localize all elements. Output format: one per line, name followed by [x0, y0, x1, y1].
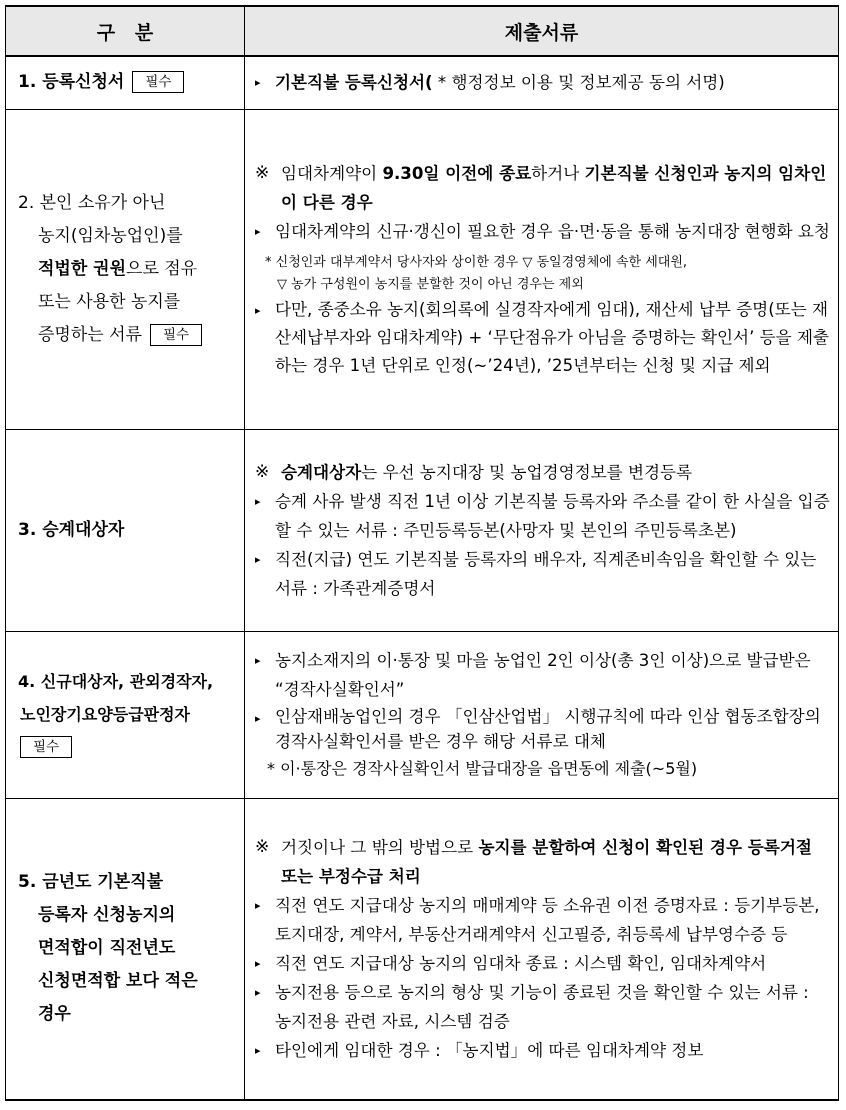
bullet-icon: ▸: [255, 712, 261, 725]
list-item: [255, 545, 830, 603]
row2-label-line: 증명하는 서류: [38, 324, 142, 345]
note-bold: 농지를 분할하여 신청이 확인된 경우 등록거절 또는 부정수급 처리: [281, 837, 812, 886]
row3-label: 3. 승계대상자: [18, 519, 125, 540]
row5-label-line: 면적합이 직전년도: [38, 938, 176, 959]
row4-label-line: 노인장기요양등급판정자: [20, 705, 191, 724]
list-item: [255, 949, 830, 978]
footnote-line: * 신청인과 대부계약서 당사자와 상이한 경우 ▽ 동일경영체에 속한 세대원,: [265, 254, 688, 270]
bullet-icon: ▸: [255, 552, 261, 566]
list-item: [255, 646, 830, 704]
table-row: [6, 631, 839, 798]
row3-category: [6, 429, 245, 631]
row5-label-line: 신청면적합 보다 적은: [38, 971, 198, 992]
note-text: 임대차계약이: [281, 163, 383, 183]
footnote-line: * 이·통장은 경작사실확인서 발급대장을 읍면동에 제출(~5월): [267, 759, 698, 778]
table-header-row: [6, 6, 839, 56]
row3-documents: [245, 429, 839, 631]
table-row: [6, 109, 839, 429]
list-item: [255, 891, 830, 949]
note-mark-icon: ※: [255, 836, 270, 857]
row4-category: [6, 631, 245, 798]
note-item: [255, 458, 830, 487]
row2-documents: [245, 109, 839, 429]
row2-category: [6, 109, 245, 429]
row5-label-line: 경우: [38, 1004, 71, 1025]
note-text: 하거나: [531, 163, 585, 183]
row1-item-text: * 행정정보 이용 및 정보제공 동의 서명): [432, 73, 725, 93]
row1-label: 1. 등록신청서: [18, 72, 125, 93]
table-row: [6, 429, 839, 631]
row4-documents: [245, 631, 839, 798]
row2-label-line: 2. 본인 소유가 아닌: [18, 192, 166, 213]
bullet-icon: ▸: [255, 76, 261, 90]
required-documents-table: [5, 5, 839, 1101]
note-bold: 9.30일 이전에 종료: [382, 163, 532, 183]
row4-label-line: 4. 신규대상자, 관외경작자,: [18, 672, 214, 691]
row2-label-bold: 적법한 권원: [38, 258, 127, 279]
list-item: [255, 217, 830, 246]
row2-label-text: 으로 점유: [126, 258, 198, 279]
list-item-text: 타인에게 임대한 경우 : 「농지법」에 따른 임대차계약 정보: [275, 1040, 704, 1060]
row5-label-line: 등록자 신청농지의: [38, 905, 176, 926]
row1-category: [6, 56, 245, 109]
row1-documents: [245, 56, 839, 109]
row5-documents: [245, 798, 839, 1100]
list-item: [255, 68, 830, 97]
bullet-icon: ▸: [255, 224, 261, 238]
footnote-line: ▽ 농가 구성원이 농지를 분할한 것이 아닌 경우는 제외: [277, 276, 584, 292]
required-badge: 필수: [150, 324, 202, 346]
row1-item-bold: 기본직불 등록신청서(: [275, 73, 433, 93]
note-text: 는 우선 농지대장 및 농업경영정보를 변경등록: [361, 462, 693, 482]
row2-label-line: 농지(임차농업인)를: [38, 225, 183, 246]
required-badge: 필수: [132, 71, 184, 93]
table-row: [6, 798, 839, 1100]
bullet-icon: ▸: [255, 898, 261, 912]
note-mark-icon: ※: [255, 162, 270, 183]
row5-category: [6, 798, 245, 1100]
bullet-icon: ▸: [255, 303, 261, 317]
document-page: [5, 5, 838, 1103]
list-item: [255, 978, 830, 1036]
list-item-text: 승계 사유 발생 직전 1년 이상 기본직불 등록자와 주소를 같이 한 사실을 입증할 수 있는 서류 : 주민등록등본(사망자 및 본인의 주민등록초본): [275, 491, 830, 540]
note-item: [255, 159, 830, 217]
row2-label-line: 또는 사용한 농지를: [38, 291, 181, 312]
bullet-icon: ▸: [255, 494, 261, 508]
list-item-text: 농지소재지의 이·통장 및 마을 농업인 2인 이상(총 3인 이상)으로 발급받은 “경작사실확인서”: [275, 651, 811, 699]
note-bold: 기본직불 신청인과 농지의 임차인이 다른 경우: [281, 163, 827, 212]
note-mark-icon: ※: [255, 461, 270, 482]
list-item-text: 농지전용 등으로 농지의 형상 및 기능이 종료된 것을 확인할 수 있는 서류 : 농지전용 관련 자료, 시스템 검증: [275, 982, 809, 1031]
header-category: 구 분: [6, 6, 245, 56]
list-item: [255, 1036, 830, 1065]
list-item-text: 임대차계약의 신규·갱신이 필요한 경우 읍·면·동을 통해 농지대장 현행화 요청: [275, 221, 830, 241]
note-bold: 승계대상자: [281, 462, 362, 482]
list-item-text: 직전 연도 지급대상 농지의 임대차 종료 : 시스템 확인, 임대차계약서: [275, 953, 767, 973]
bullet-icon: ▸: [255, 956, 261, 970]
list-item: [255, 704, 830, 754]
list-item: [255, 296, 830, 380]
note-text: 거짓이나 그 밖의 방법으로: [281, 837, 479, 857]
list-item-text: 인삼재배농업인의 경우 「인삼산업법」 시행규칙에 따라 인삼 협동조합장의 경작사실확인서를 받은 경우 해당 서류로 대체: [275, 707, 821, 751]
note-item: [255, 833, 830, 891]
list-item-text: 다만, 종중소유 농지(회의록에 실경작자에게 임대), 재산세 납부 증명(또는 재산세납부자와 임대차계약) + ‘무단점유가 아님을 증명하는 확인서’ 등을 제출하는 경우 1년 단위로 인정(~’24년), ’25년부터는 신청 및 지급 제외: [275, 299, 830, 375]
list-item-text: 직전(지급) 연도 기본직불 등록자의 배우자, 직계존비속임을 확인할 수 있는 서류 : 가족관계증명서: [275, 549, 817, 598]
bullet-icon: ▸: [255, 1043, 261, 1057]
list-item-text: 직전 연도 지급대상 농지의 매매계약 등 소유권 이전 증명자료 : 등기부등본, 토지대장, 계약서, 부동산거래계약서 신고필증, 취등록세 납부영수증 등: [275, 895, 820, 944]
table-row: [6, 56, 839, 109]
bullet-icon: ▸: [255, 654, 261, 667]
header-documents: 제출서류: [245, 6, 839, 56]
list-item: [255, 487, 830, 545]
required-badge: 필수: [20, 736, 72, 758]
bullet-icon: ▸: [255, 985, 261, 999]
row5-label-line: 5. 금년도 기본직불: [18, 872, 164, 893]
